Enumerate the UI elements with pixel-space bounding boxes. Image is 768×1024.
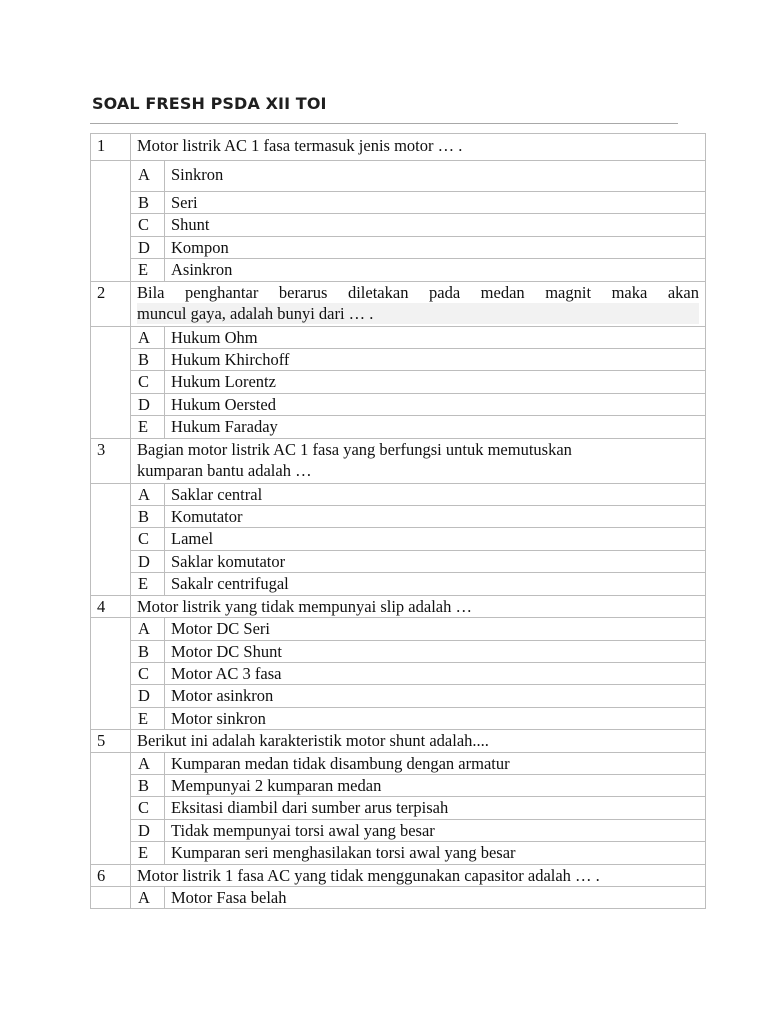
option-row xyxy=(91,797,706,819)
option-row xyxy=(91,640,706,662)
option-letter: A xyxy=(131,886,165,908)
option-row xyxy=(91,774,706,796)
question-number: 5 xyxy=(91,730,131,752)
option-letter: D xyxy=(131,550,165,572)
number-spacer xyxy=(91,886,131,908)
option-text: Saklar central xyxy=(165,483,706,505)
question-number: 2 xyxy=(91,281,131,326)
option-row xyxy=(91,506,706,528)
question-text xyxy=(131,281,706,326)
option-letter: C xyxy=(131,214,165,236)
option-row xyxy=(91,192,706,214)
title-divider xyxy=(90,123,678,124)
option-letter: E xyxy=(131,259,165,281)
question-text-line: kumparan bantu adalah … xyxy=(137,461,312,481)
option-row xyxy=(91,752,706,774)
option-letter: A xyxy=(131,483,165,505)
question-text-line: muncul gaya, adalah bunyi dari … . xyxy=(137,303,699,324)
option-text: Tidak mempunyai torsi awal yang besar xyxy=(165,819,706,841)
option-text: Sinkron xyxy=(165,161,706,192)
option-text: Motor AC 3 fasa xyxy=(165,662,706,684)
question-text: Motor listrik AC 1 fasa termasuk jenis motor … . xyxy=(131,134,706,161)
question-number: 6 xyxy=(91,864,131,886)
page-title: SOAL FRESH PSDA XII TOI xyxy=(92,94,327,113)
option-text: Kompon xyxy=(165,236,706,258)
option-letter: E xyxy=(131,416,165,438)
question-number: 4 xyxy=(91,595,131,617)
question-text: Motor listrik yang tidak mempunyai slip adalah … xyxy=(131,595,706,617)
option-letter: B xyxy=(131,192,165,214)
option-row xyxy=(91,371,706,393)
option-text: Eksitasi diambil dari sumber arus terpisah xyxy=(165,797,706,819)
option-row xyxy=(91,236,706,258)
question-text xyxy=(131,438,706,483)
question-row xyxy=(91,134,706,161)
question-number: 3 xyxy=(91,438,131,483)
question-text-line: Bila penghantar berarus diletakan pada medan magnit maka akan xyxy=(137,282,699,302)
option-letter: B xyxy=(131,640,165,662)
number-spacer xyxy=(91,483,131,595)
question-row xyxy=(91,595,706,617)
option-text: Motor DC Shunt xyxy=(165,640,706,662)
option-row xyxy=(91,618,706,640)
option-letter: D xyxy=(131,685,165,707)
option-text: Komutator xyxy=(165,506,706,528)
option-row xyxy=(91,259,706,281)
option-row xyxy=(91,416,706,438)
option-row xyxy=(91,662,706,684)
option-row xyxy=(91,819,706,841)
option-text: Saklar komutator xyxy=(165,550,706,572)
option-row xyxy=(91,842,706,864)
option-row xyxy=(91,393,706,415)
question-text: Motor listrik 1 fasa AC yang tidak menggunakan capasitor adalah … . xyxy=(131,864,706,886)
option-text: Kumparan medan tidak disambung dengan armatur xyxy=(165,752,706,774)
number-spacer xyxy=(91,326,131,438)
question-number: 1 xyxy=(91,134,131,161)
option-letter: B xyxy=(131,349,165,371)
number-spacer xyxy=(91,752,131,864)
option-text: Motor sinkron xyxy=(165,707,706,729)
option-letter: A xyxy=(131,326,165,348)
option-letter: E xyxy=(131,573,165,595)
option-row xyxy=(91,573,706,595)
option-letter: B xyxy=(131,774,165,796)
option-text: Motor Fasa belah xyxy=(165,886,706,908)
number-spacer xyxy=(91,161,131,282)
option-letter: C xyxy=(131,797,165,819)
option-text: Hukum Khirchoff xyxy=(165,349,706,371)
option-row xyxy=(91,550,706,572)
option-text: Hukum Oersted xyxy=(165,393,706,415)
option-letter: C xyxy=(131,662,165,684)
question-row xyxy=(91,730,706,752)
question-row xyxy=(91,281,706,326)
option-row xyxy=(91,528,706,550)
question-row xyxy=(91,438,706,483)
option-row xyxy=(91,685,706,707)
option-text: Hukum Faraday xyxy=(165,416,706,438)
option-row xyxy=(91,161,706,192)
option-letter: C xyxy=(131,528,165,550)
option-letter: B xyxy=(131,506,165,528)
question-row xyxy=(91,864,706,886)
option-letter: A xyxy=(131,161,165,192)
option-text: Seri xyxy=(165,192,706,214)
question-table xyxy=(90,133,706,909)
option-letter: E xyxy=(131,707,165,729)
number-spacer xyxy=(91,618,131,730)
option-text: Shunt xyxy=(165,214,706,236)
option-text: Asinkron xyxy=(165,259,706,281)
option-text: Hukum Lorentz xyxy=(165,371,706,393)
option-text: Motor DC Seri xyxy=(165,618,706,640)
option-row xyxy=(91,707,706,729)
option-letter: E xyxy=(131,842,165,864)
option-row xyxy=(91,349,706,371)
option-row xyxy=(91,214,706,236)
option-letter: C xyxy=(131,371,165,393)
option-text: Kumparan seri menghasilakan torsi awal yang besar xyxy=(165,842,706,864)
option-row xyxy=(91,483,706,505)
option-text: Lamel xyxy=(165,528,706,550)
option-letter: D xyxy=(131,236,165,258)
option-letter: D xyxy=(131,819,165,841)
option-letter: A xyxy=(131,618,165,640)
option-text: Mempunyai 2 kumparan medan xyxy=(165,774,706,796)
question-text: Berikut ini adalah karakteristik motor shunt adalah.... xyxy=(131,730,706,752)
option-text: Sakalr centrifugal xyxy=(165,573,706,595)
question-text-line: Bagian motor listrik AC 1 fasa yang berfungsi untuk memutuskan xyxy=(137,439,572,459)
option-text: Motor asinkron xyxy=(165,685,706,707)
option-row xyxy=(91,326,706,348)
option-letter: D xyxy=(131,393,165,415)
option-letter: A xyxy=(131,752,165,774)
option-text: Hukum Ohm xyxy=(165,326,706,348)
option-row xyxy=(91,886,706,908)
